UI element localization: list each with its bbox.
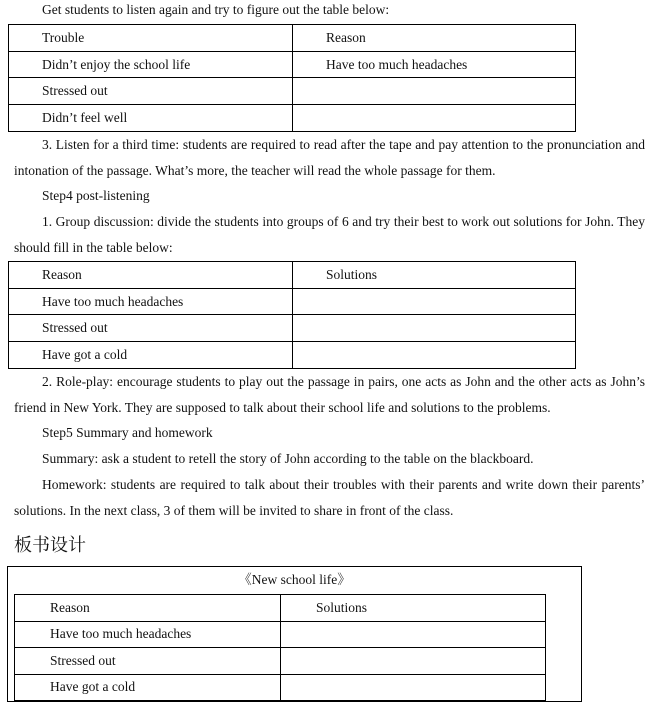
table-header-row (9, 262, 576, 289)
table-cell: Didn’t enjoy the school life (9, 51, 293, 78)
table-row (15, 648, 546, 675)
table-row (15, 621, 546, 648)
table-cell (281, 621, 546, 648)
table-row (9, 105, 576, 132)
step4-heading: Step4 post-listening (42, 188, 150, 203)
table-cell (281, 674, 546, 701)
listen-third-paragraph: 3. Listen for a third time: students are required to read after the tape and pay attention to the pronunciation and intonation of the passage. What’s more, the teacher will read the whole passage for them. (14, 137, 645, 178)
board-title: 《New school life》 (238, 572, 351, 587)
table-row (9, 315, 576, 342)
intro-text: Get students to listen again and try to figure out the table below: (42, 2, 390, 17)
table-cell (293, 315, 576, 342)
table-cell: Stressed out (9, 315, 293, 342)
table-cell (293, 288, 576, 315)
table-cell: Have got a cold (9, 342, 293, 369)
summary-paragraph: Summary: ask a student to retell the story of John according to the table on the blackboard. (42, 451, 534, 466)
table-cell: Stressed out (9, 78, 293, 105)
group-discussion-paragraph: 1. Group discussion: divide the students into groups of 6 and try their best to work out solutions for John. They should fill in the table below: (14, 214, 645, 255)
role-play-paragraph: 2. Role-play: encourage students to play out the passage in pairs, one acts as John and the other acts as John’s friend in New York. They are supposed to talk about their school life and solutions to the problems. (14, 374, 645, 415)
table-cell: Reason (9, 262, 293, 289)
table-cell: Have too much headaches (9, 288, 293, 315)
table-cell (293, 105, 576, 132)
table-header-row (9, 25, 576, 52)
blackboard-design-box (7, 566, 582, 702)
board-table (14, 594, 546, 701)
table-cell: Have got a cold (15, 674, 281, 701)
table-cell: Stressed out (15, 648, 281, 675)
table-cell: Reason (15, 595, 281, 622)
table-cell: Have too much headaches (15, 621, 281, 648)
table-cell: Solutions (281, 595, 546, 622)
table-cell (293, 78, 576, 105)
table-cell (281, 648, 546, 675)
table-row (9, 342, 576, 369)
table-cell: Trouble (9, 25, 293, 52)
step5-heading: Step5 Summary and homework (42, 425, 213, 440)
table-row (9, 288, 576, 315)
homework-paragraph: Homework: students are required to talk about their troubles with their parents and write down their parents’ solutions. In the next class, 3 of them will be invited to share in front of the class. (14, 477, 645, 518)
table-cell: Have too much headaches (293, 51, 576, 78)
reason-solutions-table (8, 261, 576, 369)
table-cell: Solutions (293, 262, 576, 289)
table-cell (293, 342, 576, 369)
trouble-reason-table (8, 24, 576, 132)
table-header-row (15, 595, 546, 622)
table-cell: Didn’t feel well (9, 105, 293, 132)
table-row (9, 78, 576, 105)
board-design-heading: 板书设计 (14, 535, 86, 556)
table-row (15, 674, 546, 701)
table-row (9, 51, 576, 78)
table-cell: Reason (293, 25, 576, 52)
